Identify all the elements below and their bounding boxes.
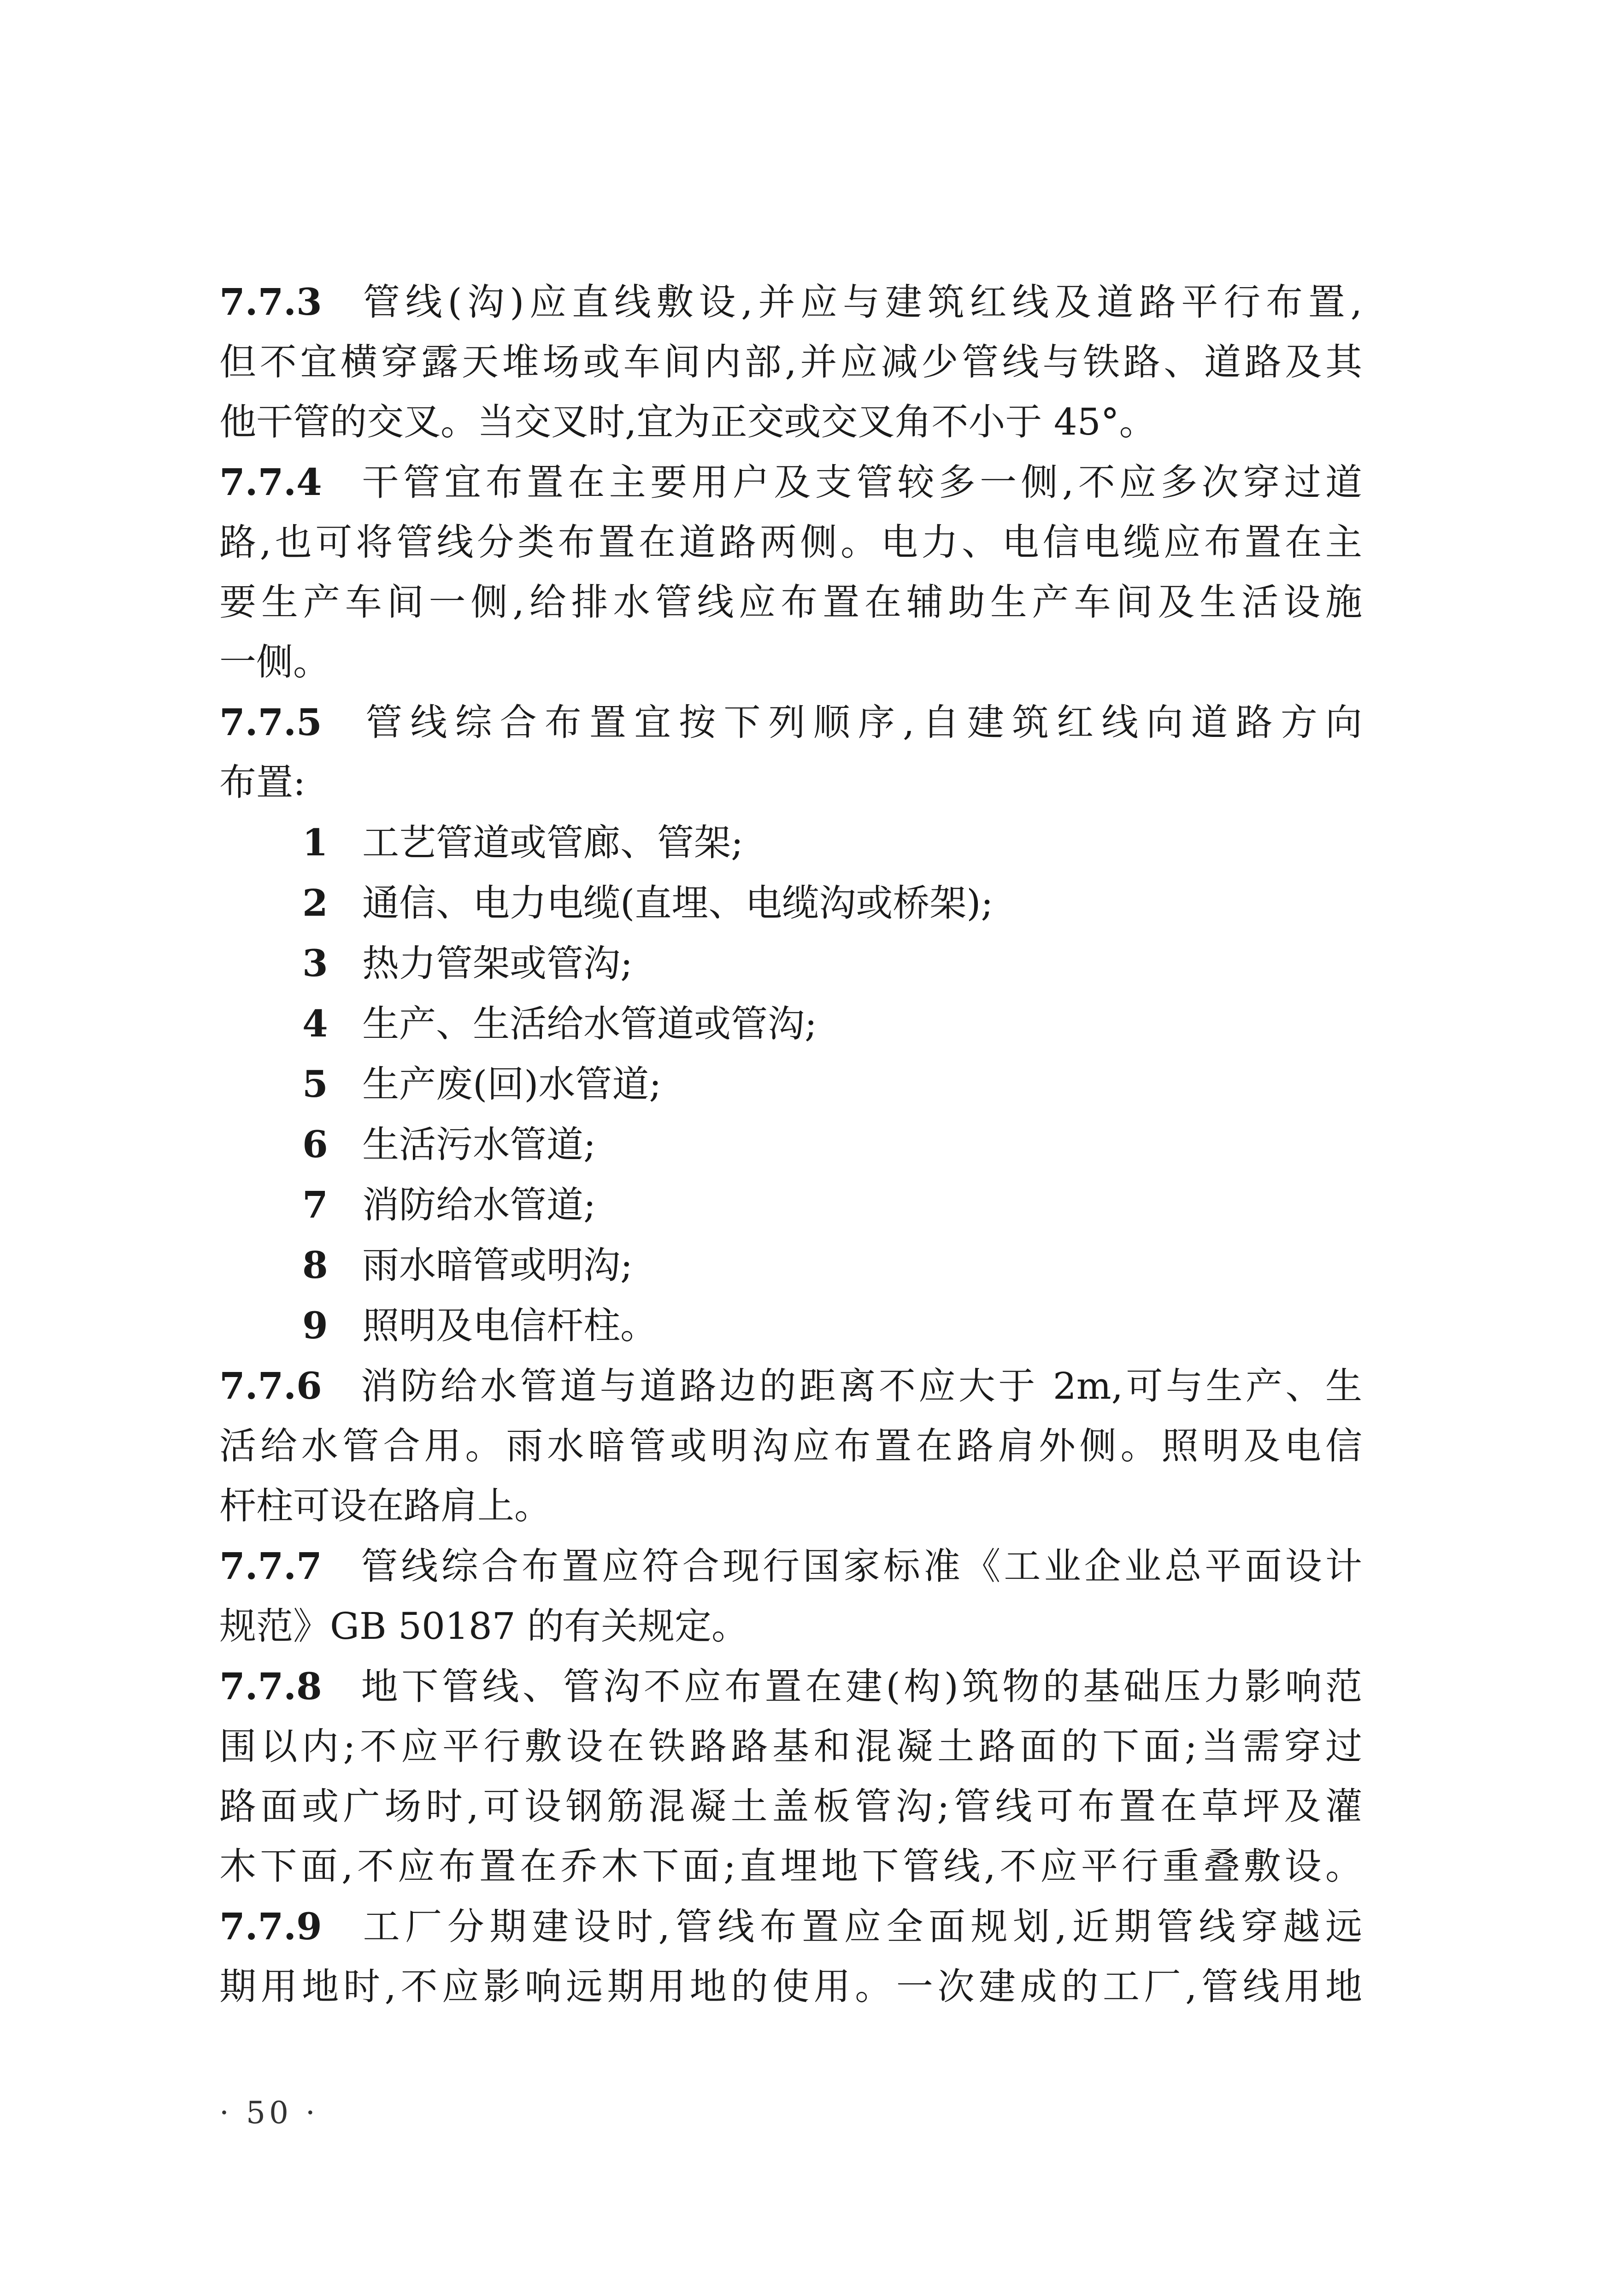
clause-7-7-4-line-2: 路,也可将管线分类布置在道路两侧。电力、电信电缆应布置在主 xyxy=(219,521,1362,564)
clause-text: 管线综合布置宜按下列顺序,自建筑红线向道路方向 xyxy=(358,701,1362,744)
item-number: 3 xyxy=(302,942,328,985)
clause-text: 管线(沟)应直线敷设,并应与建筑红线及道路平行布置, xyxy=(358,281,1362,324)
clause-7-7-7-line-1 xyxy=(219,1536,1362,1596)
page-content xyxy=(219,272,1362,2017)
item-text: 生产废(回)水管道; xyxy=(362,1063,662,1106)
clause-number: 7.7.7 xyxy=(219,1544,322,1588)
clause-7-7-9-line-2: 期用地时,不应影响远期用地的使用。一次建成的工厂,管线用地 xyxy=(219,1965,1362,2008)
item-text: 照明及电信杆柱。 xyxy=(362,1304,657,1347)
clause-7-7-4-line-4: 一侧。 xyxy=(219,641,330,683)
clause-number: 7.7.3 xyxy=(219,280,322,324)
item-number: 5 xyxy=(302,1062,328,1106)
list-item xyxy=(219,1114,1362,1175)
clause-7-7-8-line-2: 围以内;不应平行敷设在铁路路基和混凝土路面的下面;当需穿过 xyxy=(219,1725,1362,1768)
item-number: 8 xyxy=(302,1243,328,1287)
clause-7-7-4-line-3: 要生产车间一侧,给排水管线应布置在辅助生产车间及生活设施 xyxy=(219,581,1362,624)
clause-text: 管线综合布置应符合现行国家标准《工业企业总平面设计 xyxy=(358,1545,1362,1588)
page-number: · 50 · xyxy=(219,2095,319,2131)
clause-7-7-9-line-1 xyxy=(219,1896,1362,1957)
clause-7-7-5-line-1 xyxy=(219,692,1362,753)
item-number: 7 xyxy=(302,1183,328,1226)
item-text: 雨水暗管或明沟; xyxy=(362,1244,633,1287)
clause-7-7-4-line-1 xyxy=(219,452,1362,512)
item-text: 通信、电力电缆(直埋、电缆沟或桥架); xyxy=(362,882,994,924)
item-text: 热力管架或管沟; xyxy=(362,942,633,985)
clause-number: 7.7.9 xyxy=(219,1905,322,1948)
clause-7-7-3-line-3: 他干管的交叉。当交叉时,宜为正交或交叉角不小于 45°。 xyxy=(219,400,1156,443)
item-number: 9 xyxy=(302,1304,328,1347)
clause-7-7-8-line-4: 木下面,不应布置在乔木下面;直埋地下管线,不应平行重叠敷设。 xyxy=(219,1845,1362,1888)
clause-number: 7.7.5 xyxy=(219,701,322,744)
list-item xyxy=(219,1295,1362,1356)
clause-7-7-3-line-1 xyxy=(219,272,1362,332)
item-text: 工艺管道或管廊、管架; xyxy=(362,821,743,864)
clause-number: 7.7.8 xyxy=(219,1665,322,1708)
clause-7-7-8-line-3: 路面或广场时,可设钢筋混凝土盖板管沟;管线可布置在草坪及灌 xyxy=(219,1785,1362,1828)
list-item xyxy=(219,873,1362,933)
clause-7-7-6-line-1 xyxy=(219,1356,1362,1416)
clause-7-7-3-line-2: 但不宜横穿露天堆场或车间内部,并应减少管线与铁路、道路及其 xyxy=(219,341,1362,383)
list-item xyxy=(219,1235,1362,1295)
clause-number: 7.7.4 xyxy=(219,460,322,504)
clause-number: 7.7.6 xyxy=(219,1364,322,1407)
clause-text: 消防给水管道与道路边的距离不应大于 2m,可与生产、生 xyxy=(358,1365,1362,1407)
clause-text: 干管宜布置在主要用户及支管较多一侧,不应多次穿过道 xyxy=(358,461,1362,504)
list-item xyxy=(219,933,1362,994)
item-number: 4 xyxy=(302,1002,328,1045)
item-text: 消防给水管道; xyxy=(362,1183,596,1226)
clause-7-7-6-line-2: 活给水管合用。雨水暗管或明沟应布置在路肩外侧。照明及电信 xyxy=(219,1425,1362,1467)
item-number: 6 xyxy=(302,1123,328,1166)
list-item xyxy=(219,1054,1362,1114)
item-text: 生产、生活给水管道或管沟; xyxy=(362,1002,817,1045)
item-text: 生活污水管道; xyxy=(362,1123,596,1166)
list-item xyxy=(219,994,1362,1054)
clause-7-7-8-line-1 xyxy=(219,1656,1362,1717)
clause-7-7-6-line-3: 杆柱可设在路肩上。 xyxy=(219,1484,551,1527)
item-number: 1 xyxy=(302,821,328,864)
list-item xyxy=(219,812,1362,873)
list-item xyxy=(219,1175,1362,1235)
clause-text: 工厂分期建设时,管线布置应全面规划,近期管线穿越远 xyxy=(358,1905,1362,1948)
clause-7-7-7-line-2: 规范》GB 50187 的有关规定。 xyxy=(219,1605,749,1648)
clause-text: 地下管线、管沟不应布置在建(构)筑物的基础压力影响范 xyxy=(358,1665,1362,1708)
clause-7-7-5-line-2: 布置: xyxy=(219,761,306,804)
item-number: 2 xyxy=(302,881,328,924)
